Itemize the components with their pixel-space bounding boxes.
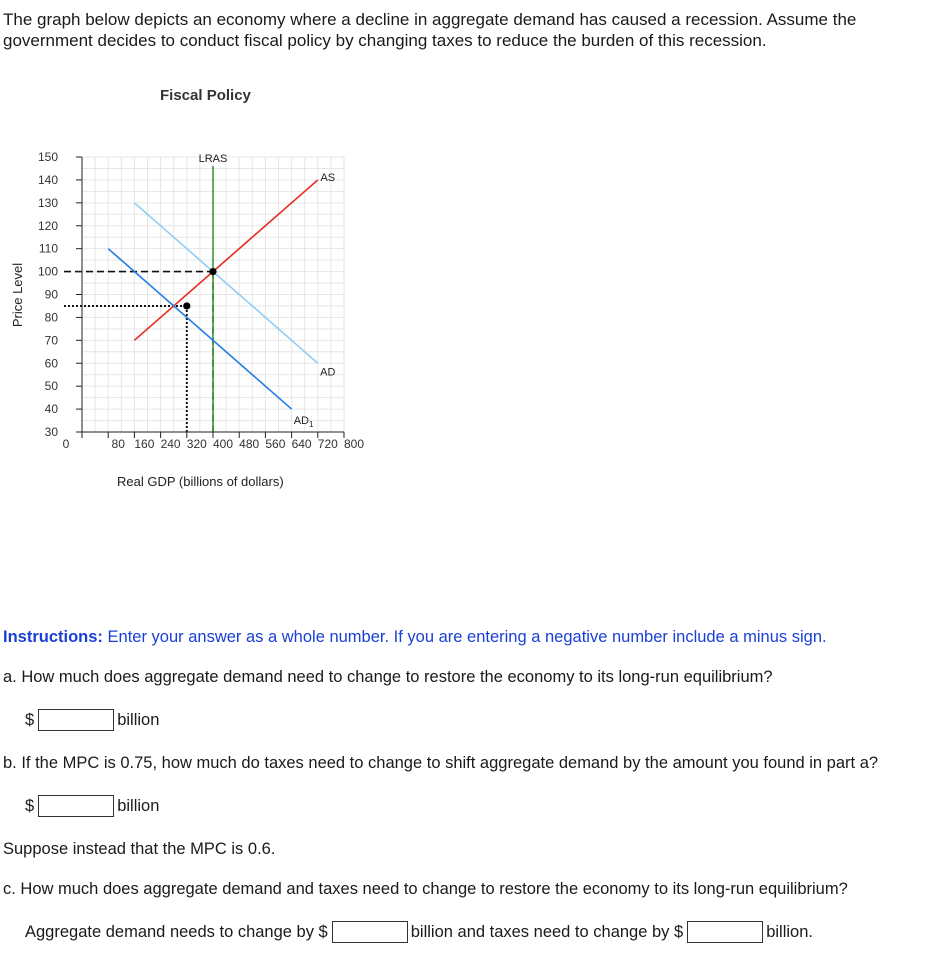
- y-tick-label: 90: [44, 287, 58, 302]
- x-tick-label: 80: [111, 437, 125, 451]
- x-tick-label: 640: [291, 437, 312, 451]
- y-tick-label: 80: [44, 310, 58, 325]
- x-tick-label: 240: [160, 437, 181, 451]
- y-tick-label: 150: [37, 150, 58, 164]
- answer-c-text-2: billion and taxes need to change by $: [410, 922, 684, 941]
- answer-b-input[interactable]: [38, 795, 114, 817]
- answer-b-suffix: billion: [117, 796, 160, 815]
- fiscal-policy-chart: [0, 0, 948, 470]
- answer-b-prefix: $: [25, 796, 35, 815]
- y-tick-label: 130: [37, 195, 58, 210]
- y-tick-label: 120: [37, 218, 58, 233]
- question-a: a. How much does aggregate demand need to change to restore the economy to its long-run equilibrium?: [3, 668, 773, 686]
- question-c: c. How much does aggregate demand and taxes need to change to restore the economy to its long-run equilibrium?: [3, 880, 848, 898]
- y-tick-label: 110: [38, 241, 58, 256]
- chart-curves: [108, 166, 318, 432]
- chart-axes: [76, 157, 344, 438]
- as-label: AS: [320, 171, 336, 184]
- x-axis-label: Real GDP (billions of dollars): [117, 474, 284, 489]
- instructions: [3, 628, 827, 647]
- chart-title: Fiscal Policy: [160, 87, 251, 104]
- answer-c-ad-input[interactable]: [332, 921, 408, 943]
- x-tick-label: 560: [265, 437, 286, 451]
- instructions-text: Enter your answer as a whole number. If you are entering a negative number include a minus sign.: [102, 628, 827, 646]
- intro-text: The graph below depicts an economy where a decline in aggregate demand has caused a recession. Assume the government decides to conduct fiscal policy by changing taxes to reduce the burden of this recession.: [3, 10, 857, 50]
- x-tick-label: 720: [317, 437, 338, 451]
- answer-b-row: [25, 795, 159, 817]
- answer-a-input[interactable]: [38, 709, 114, 731]
- x-tick-label: 160: [134, 437, 155, 451]
- equilibrium-point-1: [209, 268, 216, 275]
- y-tick-label: 50: [44, 379, 58, 394]
- lras-label: LRAS: [198, 153, 228, 166]
- y-axis-label: Price Level: [10, 262, 25, 328]
- answer-c-text-1: Aggregate demand needs to change by $: [25, 922, 328, 941]
- y-tick-label: 70: [44, 333, 58, 348]
- y-tick-label: 40: [44, 402, 58, 417]
- y-tick-label: 30: [44, 425, 58, 439]
- answer-c-row: [25, 921, 813, 943]
- x-tick-label: 0: [62, 437, 70, 451]
- y-tick-label: 140: [37, 172, 58, 187]
- instructions-label: Instructions:: [3, 628, 103, 646]
- answer-a-suffix: billion: [117, 710, 160, 729]
- y-tick-label: 100: [37, 264, 58, 279]
- answer-a-row: [25, 709, 159, 731]
- answer-c-text-3: billion.: [766, 922, 813, 941]
- x-tick-label: 800: [343, 437, 365, 451]
- y-tick-label: 60: [44, 356, 58, 371]
- x-tick-label: 320: [186, 437, 207, 451]
- ad-label: AD: [320, 366, 336, 379]
- ad1-label: $AD_1$: [293, 415, 314, 430]
- suppose-text: Suppose instead that the MPC is 0.6.: [3, 840, 276, 858]
- answer-c-taxes-input[interactable]: [687, 921, 763, 943]
- question-b: b. If the MPC is 0.75, how much do taxes need to change to shift aggregate demand by the amount you found in part a?: [3, 754, 879, 772]
- answer-a-prefix: $: [25, 710, 35, 729]
- chart-tick-labels: [38, 150, 364, 451]
- x-tick-label: 480: [239, 437, 260, 451]
- x-tick-label: 400: [212, 437, 234, 451]
- equilibrium-point-2: [183, 302, 190, 309]
